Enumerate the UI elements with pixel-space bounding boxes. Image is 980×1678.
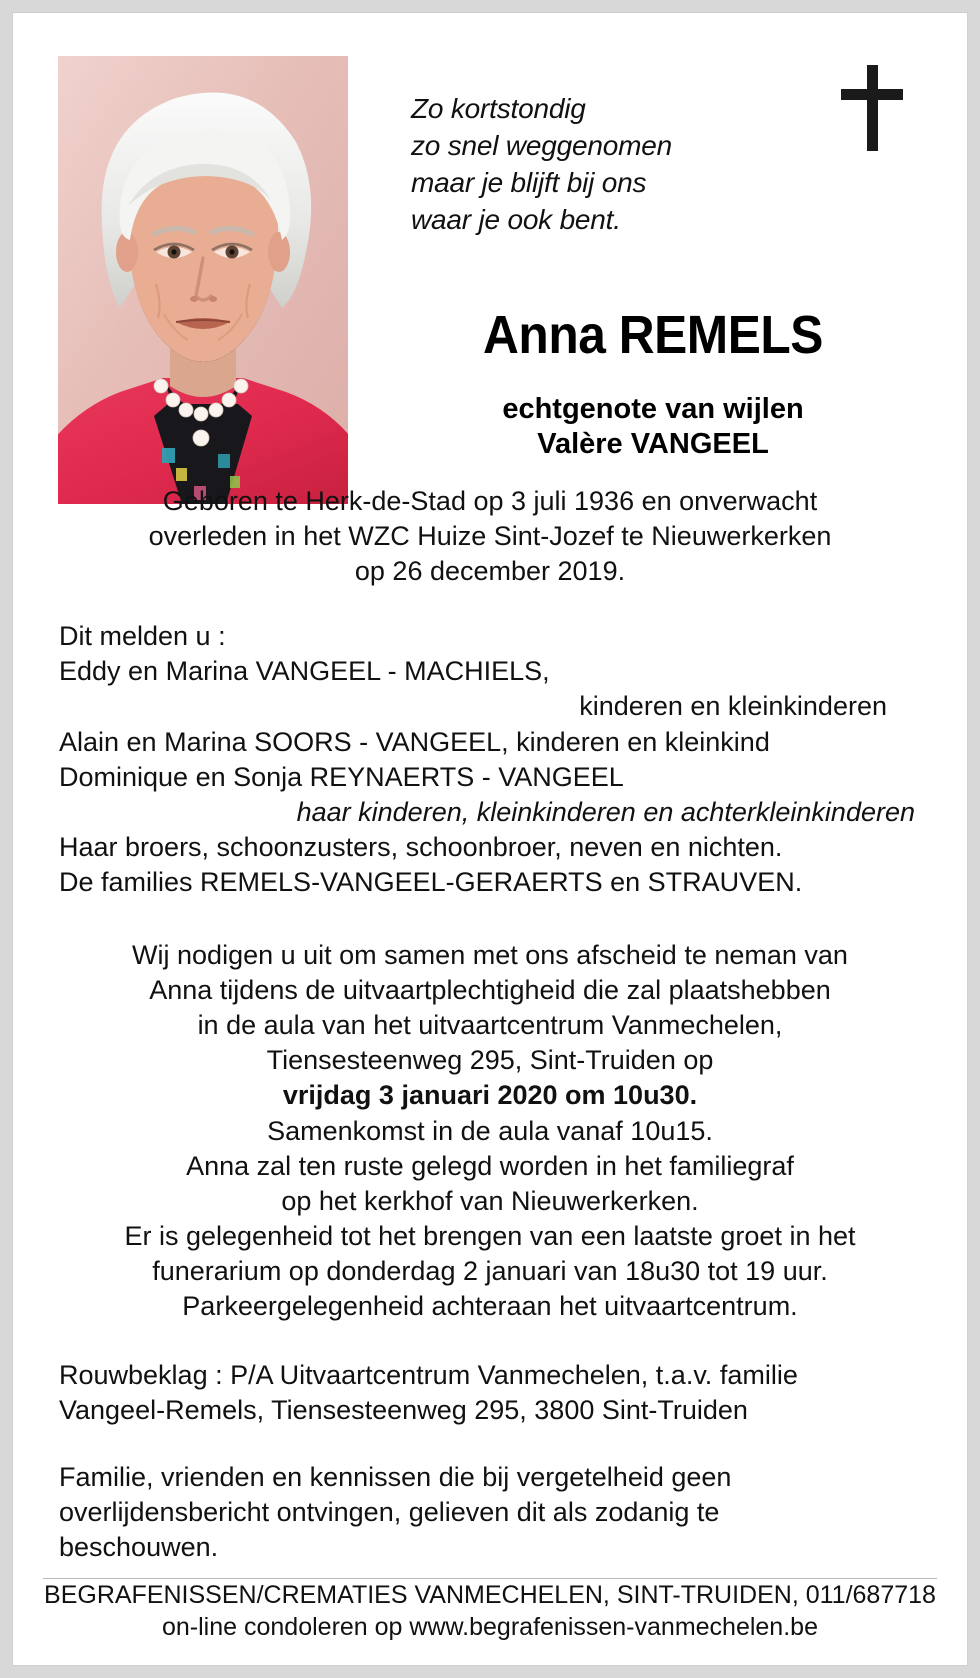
- ceremony-line-3: in de aula van het uitvaartcentrum Vanmechelen,: [197, 1010, 783, 1041]
- family-line-5: haar kinderen, kleinkinderen en achterkleinkinderen: [296, 796, 915, 827]
- online-condolence-line[interactable]: on-line condoleren op www.begrafenissen-vanmechelen.be: [162, 1612, 818, 1641]
- family-line-3: Alain en Marina SOORS - VANGEEL, kinderen en kleinkind: [59, 726, 770, 757]
- ceremony-line-10: funerarium op donderdag 2 januari van 18u30 tot 19 uur.: [152, 1255, 828, 1286]
- condolence-line-1: Rouwbeklag : P/A Uitvaartcentrum Vanmechelen, t.a.v. familie: [59, 1360, 798, 1391]
- footer-divider: [43, 1578, 937, 1579]
- header-region: [13, 13, 967, 468]
- birth-death-line-3: op 26 december 2019.: [354, 556, 626, 587]
- poem-line-1: Zo kortstondig: [411, 93, 586, 124]
- notice-line-2: overlijdensbericht ontvingen, gelieven dit als zodanig te: [59, 1497, 720, 1528]
- family-line-2: kinderen en kleinkinderen: [579, 691, 887, 722]
- ceremony-datetime: vrijdag 3 januari 2020 om 10u30.: [282, 1080, 698, 1111]
- notice-line-3: beschouwen.: [59, 1532, 219, 1563]
- ceremony-block: [59, 938, 921, 1324]
- birth-death-line-1: Geboren te Herk-de-Stad op 3 juli 1936 en onverwacht: [162, 486, 818, 516]
- memorial-poem: [411, 91, 672, 239]
- ceremony-line-4: Tiensesteenweg 295, Sint-Truiden op: [266, 1045, 714, 1076]
- birth-death-line-2: overleden in het WZC Huize Sint-Jozef te Nieuwerkerken: [148, 521, 832, 552]
- birth-death-block: [59, 484, 921, 589]
- announcement-body: [13, 484, 967, 1566]
- spouse-name: Valère VANGEEL: [537, 428, 769, 461]
- poem-line-2: zo snel weggenomen: [411, 129, 673, 161]
- ceremony-line-11: Parkeergelegenheid achteraan het uitvaartcentrum.: [182, 1290, 798, 1321]
- ceremony-line-2: Anna tijdens de uitvaartplechtigheid die zal plaatshebben: [149, 975, 831, 1006]
- condolence-block: [59, 1358, 921, 1428]
- ceremony-line-6: Samenkomst in de aula vanaf 10u15.: [267, 1115, 713, 1146]
- family-line-1: Eddy en Marina VANGEEL - MACHIELS,: [59, 656, 550, 687]
- family-line-4: Dominique en Sonja REYNAERTS - VANGEEL: [59, 761, 624, 792]
- family-line-7: De families REMELS-VANGEEL-GERAERTS en STRAUVEN.: [59, 866, 803, 897]
- footer: [13, 1580, 967, 1643]
- family-intro: Dit melden u :: [59, 621, 226, 652]
- condolence-line-2: Vangeel-Remels, Tiensesteenweg 295, 3800 Sint-Truiden: [59, 1395, 748, 1426]
- poem-line-3: maar je blijft bij ons: [411, 166, 647, 198]
- notice-block: [59, 1460, 921, 1565]
- deceased-name: Anna REMELS: [483, 305, 823, 365]
- ceremony-line-7: Anna zal ten ruste gelegd worden in het familiegraf: [186, 1150, 794, 1181]
- ceremony-line-1: Wij nodigen u uit om samen met ons afscheid te neman van: [132, 940, 848, 971]
- poem-line-4: waar je ook bent.: [411, 203, 621, 235]
- latin-cross-icon: [841, 65, 903, 151]
- ceremony-line-8: op het kerkhof van Nieuwerkerken.: [281, 1185, 699, 1216]
- notice-line-1: Familie, vrienden en kennissen die bij vergetelheid geen: [59, 1462, 732, 1493]
- funeral-home-line: BEGRAFENISSEN/CREMATIES VANMECHELEN, SINT-TRUIDEN, 011/687718: [44, 1581, 936, 1609]
- card-inner: [12, 12, 968, 1666]
- spouse-relation-label: echtgenote van wijlen: [502, 393, 804, 425]
- ceremony-line-9: Er is gelegenheid tot het brengen van een laatste groet in het: [124, 1220, 856, 1251]
- deceased-name-block: [358, 305, 948, 463]
- portrait-illustration: [58, 56, 348, 504]
- family-block: [59, 619, 921, 900]
- family-line-6: Haar broers, schoonzusters, schoonbroer, neven en nichten.: [59, 831, 783, 862]
- portrait-photo: [58, 56, 348, 504]
